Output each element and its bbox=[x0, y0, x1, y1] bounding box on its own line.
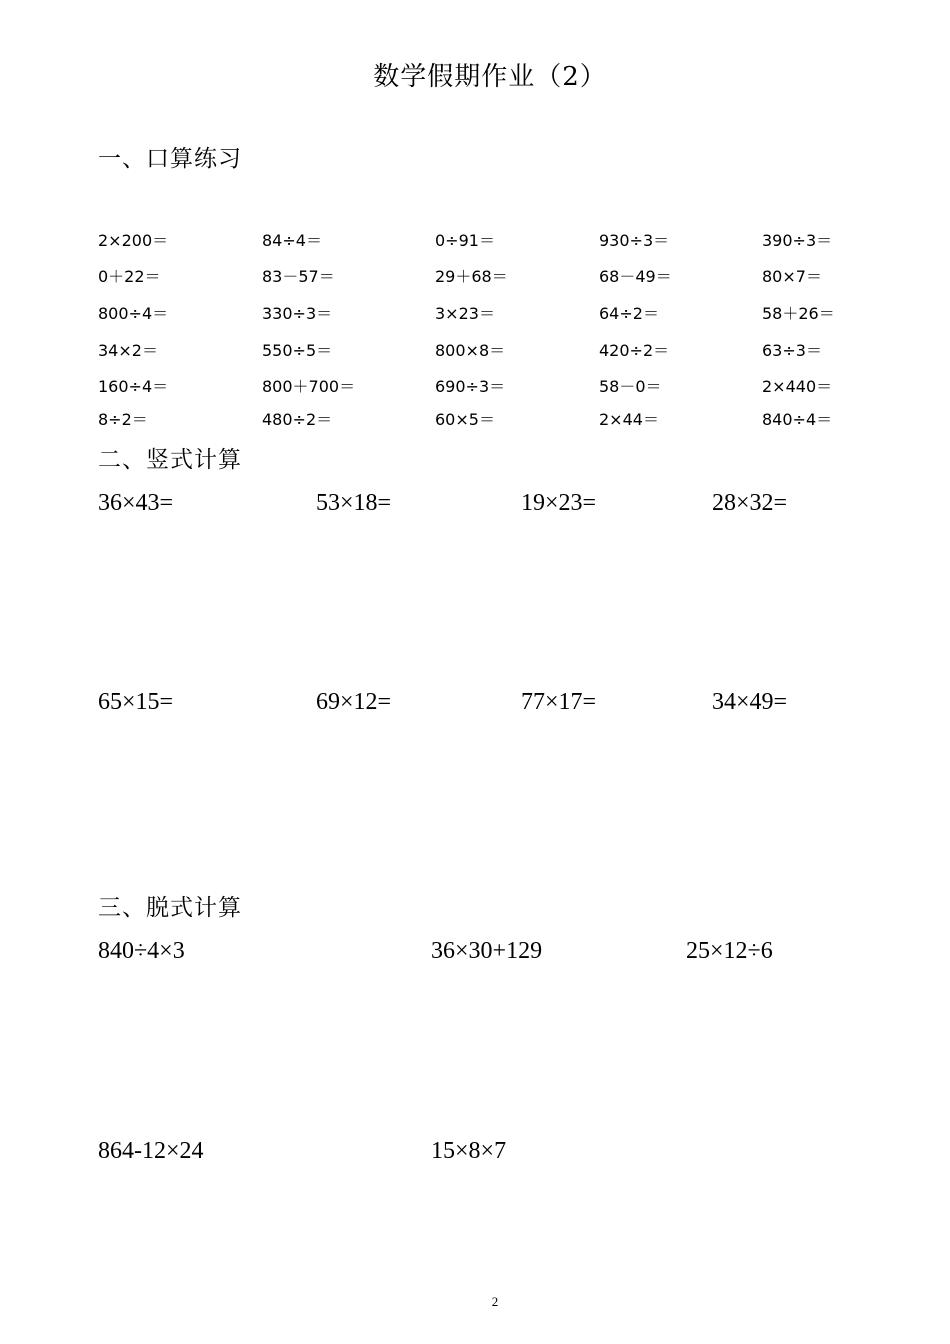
oral-problem: 800×8＝ bbox=[435, 341, 506, 360]
oral-problem: 8÷2＝ bbox=[98, 410, 148, 429]
oral-problem: 0÷91＝ bbox=[435, 231, 495, 250]
oral-problem: 2×200＝ bbox=[98, 231, 169, 250]
oral-problem: 800÷4＝ bbox=[98, 304, 169, 323]
vertical-problem: 53×18= bbox=[316, 490, 392, 516]
oral-problem: 840÷4＝ bbox=[762, 410, 833, 429]
stepwise-problem: 840÷4×3 bbox=[98, 938, 185, 964]
oral-row bbox=[98, 228, 898, 252]
oral-problem: 68－49＝ bbox=[599, 267, 672, 286]
stepwise-problem: 15×8×7 bbox=[431, 1138, 507, 1164]
oral-problem: 390÷3＝ bbox=[762, 231, 833, 250]
page-number: 2 bbox=[491, 1294, 499, 1309]
oral-problem: 80×7＝ bbox=[762, 267, 822, 286]
vertical-problem: 34×49= bbox=[712, 689, 788, 715]
vertical-problem: 77×17= bbox=[521, 689, 597, 715]
stepwise-problem: 36×30+129 bbox=[431, 938, 543, 964]
oral-problem: 2×440＝ bbox=[762, 377, 833, 396]
oral-problem: 690÷3＝ bbox=[435, 377, 506, 396]
oral-problem: 63÷3＝ bbox=[762, 341, 822, 360]
oral-problem: 83－57＝ bbox=[262, 267, 335, 286]
oral-row bbox=[98, 264, 898, 288]
oral-row bbox=[98, 301, 898, 325]
oral-problem: 2×44＝ bbox=[599, 410, 659, 429]
section-heading-vertical: 二、竖式计算 bbox=[98, 447, 242, 473]
oral-problem: 84÷4＝ bbox=[262, 231, 322, 250]
oral-problem: 0＋22＝ bbox=[98, 267, 161, 286]
vertical-problem: 28×32= bbox=[712, 490, 788, 516]
vertical-problem: 69×12= bbox=[316, 689, 392, 715]
oral-problem: 160÷4＝ bbox=[98, 377, 169, 396]
stepwise-problem: 864-12×24 bbox=[98, 1138, 204, 1164]
oral-problem: 64÷2＝ bbox=[599, 304, 659, 323]
vertical-problem: 65×15= bbox=[98, 689, 174, 715]
vertical-problem: 19×23= bbox=[521, 490, 597, 516]
oral-row bbox=[98, 407, 898, 431]
oral-problem: 60×5＝ bbox=[435, 410, 495, 429]
page-title: 数学假期作业（2） bbox=[373, 62, 607, 92]
stepwise-problem: 25×12÷6 bbox=[686, 938, 773, 964]
oral-problem: 34×2＝ bbox=[98, 341, 158, 360]
oral-problem: 420÷2＝ bbox=[599, 341, 670, 360]
oral-problem: 58＋26＝ bbox=[762, 304, 835, 323]
oral-problem: 330÷3＝ bbox=[262, 304, 333, 323]
section-heading-oral: 一、口算练习 bbox=[98, 146, 242, 172]
oral-problem: 800＋700＝ bbox=[262, 377, 356, 396]
oral-problem: 550÷5＝ bbox=[262, 341, 333, 360]
oral-row bbox=[98, 374, 898, 398]
oral-problem: 3×23＝ bbox=[435, 304, 495, 323]
section-heading-stepwise: 三、脱式计算 bbox=[98, 895, 242, 921]
oral-problem: 58－0＝ bbox=[599, 377, 662, 396]
oral-row bbox=[98, 338, 898, 362]
vertical-problem: 36×43= bbox=[98, 490, 174, 516]
oral-problem: 29＋68＝ bbox=[435, 267, 508, 286]
oral-problem: 480÷2＝ bbox=[262, 410, 333, 429]
oral-problem: 930÷3＝ bbox=[599, 231, 670, 250]
